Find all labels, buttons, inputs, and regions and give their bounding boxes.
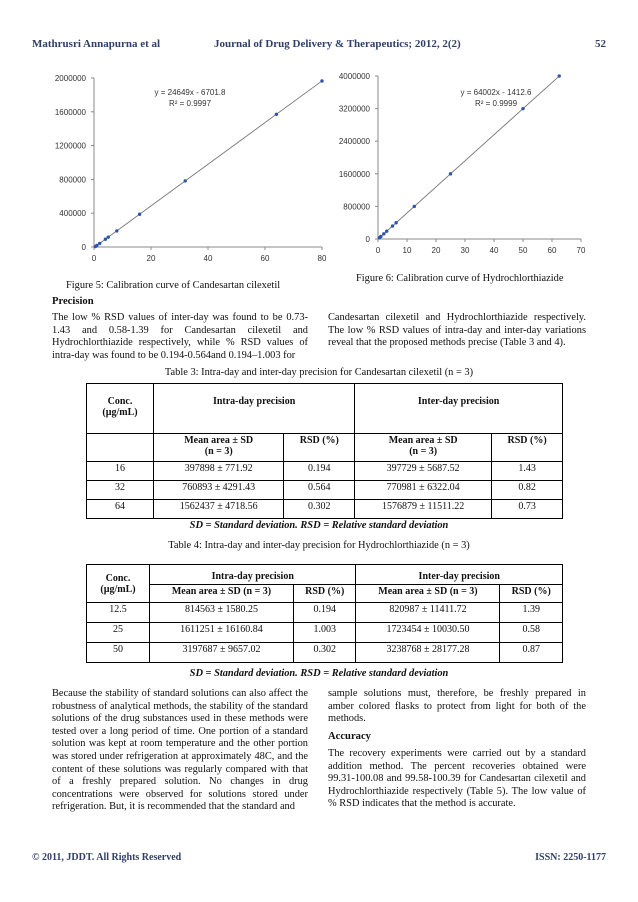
footer-issn: ISSN: 2250-1177 (535, 852, 606, 863)
data-point (385, 230, 388, 233)
data-point (521, 107, 524, 110)
table-cell: 64 (87, 500, 154, 519)
table4-subheader: Mean area ± SD (n = 3) (150, 585, 294, 603)
table3 (86, 383, 563, 519)
table-cell: 1.003 (293, 623, 356, 643)
table-cell: 0.82 (492, 481, 563, 500)
table4-subheader: RSD (%) (293, 585, 356, 603)
data-point (391, 224, 394, 227)
table-cell: 50 (87, 643, 150, 663)
accuracy-text: The recovery experiments were carried out by a standard addition method. The percent recoveries obtained were 99.31-100.08 and 99.58-100.39 for Candesartan cilexetil and Hydrochlorthiazide respectively (Table 5). The low value of % RSD indicates that the method is accurate. (328, 748, 586, 810)
x-tick-label: 20 (431, 246, 441, 255)
data-point (275, 113, 278, 116)
chart-hydrochlorthiazide-calibration (338, 66, 593, 271)
x-tick-label: 60 (547, 246, 557, 255)
data-point (98, 242, 101, 245)
x-tick-label: 40 (203, 254, 213, 263)
table-cell: 0.194 (293, 603, 356, 623)
x-tick-label: 0 (375, 246, 381, 255)
table-row (87, 643, 563, 663)
table-row (87, 462, 563, 481)
accuracy-heading: Accuracy (328, 731, 371, 742)
regression-equation: y = 24649x - 6701.8 (154, 88, 226, 97)
stability-text-left: Because the stability of standard solutions can also affect the robustness of analytical methods, the stability of the standard solutions of the drug substances used in these methods were tested over a long period of time. One portion of a standard solution was kept at room temperature and the other portion was stored under refrigeration at approximately 48C, and the content of these solutions was regularly compared with that of a freshly prepared solution. No changes in drug concentrations were observed for solutions stored under refrigeration. But, it is recommended that the standard and (52, 688, 308, 813)
r-squared-label: R² = 0.9997 (168, 99, 212, 108)
table-row (87, 623, 563, 643)
regression-equation: y = 64002x - 1412.6 (460, 88, 532, 97)
x-tick-label: 0 (91, 254, 97, 263)
table-cell: 0.87 (500, 643, 563, 663)
table3-subheader: Mean area ± SD (n = 3) (154, 434, 284, 462)
table3-inter-header: Inter-day precision (355, 384, 563, 434)
table-cell: 1562437 ± 4718.56 (154, 500, 284, 519)
x-tick-label: 10 (402, 246, 412, 255)
x-tick-label: 50 (518, 246, 528, 255)
y-tick-label: 1600000 (338, 169, 370, 179)
precision-text-left: The low % RSD values of inter-day was found to be 0.73-1.43 and 0.58-1.39 for Candesartan cilexetil and Hydrochlorthiazide respectively, while % RSD values of intra-day was found to be 0.194-0.564and 0.194–1.003 for (52, 312, 308, 361)
data-point (320, 79, 323, 82)
table-cell: 760893 ± 4291.43 (154, 481, 284, 500)
y-tick-label: 2000000 (54, 74, 86, 83)
stability-text-right: sample solutions must, therefore, be freshly prepared in amber colored flasks to protect from light for both of the methods. (328, 688, 586, 725)
table-cell: 1.39 (500, 603, 563, 623)
data-point (394, 221, 397, 224)
table-cell: 820987 ± 11411.72 (356, 603, 500, 623)
table3-subheader: RSD (%) (492, 434, 563, 462)
data-point (104, 238, 107, 241)
table-cell: 16 (87, 462, 154, 481)
data-point (413, 205, 416, 208)
table-cell: 32 (87, 481, 154, 500)
table-cell: 397898 ± 771.92 (154, 462, 284, 481)
r-squared-label: R² = 0.9999 (474, 99, 518, 108)
header-authors: Mathrusri Annapurna et al (32, 38, 161, 50)
table4-subheader: RSD (%) (500, 585, 563, 603)
table3-empty-cell (87, 434, 154, 462)
table4-subheader: Mean area ± SD (n = 3) (356, 585, 500, 603)
data-point (138, 213, 141, 216)
x-tick-label: 60 (260, 254, 270, 263)
footer-copyright: © 2011, JDDT. All Rights Reserved (32, 852, 182, 863)
y-tick-label: 800000 (59, 175, 86, 185)
header-journal: Journal of Drug Delivery & Therapeutics; 2012, 2(2) (214, 38, 461, 50)
data-point (382, 232, 385, 235)
table4-intra-header: Intra-day precision (150, 565, 356, 585)
precision-text-right: Candesartan cilexetil and Hydrochlorthiazide respectively. The low % RSD values of intra-day and inter-day variations reveal that the proposed methods precise (Table 3 and 4). (328, 312, 586, 349)
table3-intra-header: Intra-day precision (154, 384, 355, 434)
y-tick-label: 0 (365, 235, 370, 244)
table-cell: 0.564 (284, 481, 355, 500)
y-tick-label: 400000 (59, 209, 86, 219)
y-tick-label: 4000000 (338, 72, 370, 81)
figure5-caption: Figure 5: Calibration curve of Candesartan cilexetil (66, 280, 281, 291)
header-page-number: 52 (595, 38, 606, 50)
table-cell: 397729 ± 5687.52 (355, 462, 492, 481)
data-point (449, 172, 452, 175)
table-row (87, 500, 563, 519)
table-cell: 25 (87, 623, 150, 643)
table4 (86, 564, 563, 663)
precision-heading: Precision (52, 296, 94, 307)
table-cell: 1611251 ± 16160.84 (150, 623, 294, 643)
data-point (379, 235, 382, 238)
table3-caption: Table 3: Intra-day and inter-day precision for Candesartan cilexetil (n = 3) (164, 367, 474, 378)
x-tick-label: 20 (146, 254, 156, 263)
table3-subheader: Mean area ± SD (n = 3) (355, 434, 492, 462)
x-tick-label: 40 (489, 246, 499, 255)
table3-conc-header: Conc. (µg/mL) (87, 384, 154, 434)
chart-candesartan-calibration (42, 66, 342, 271)
data-point (558, 74, 561, 77)
data-point (107, 235, 110, 238)
x-tick-label: 80 (317, 254, 327, 263)
table-cell: 770981 ± 6322.04 (355, 481, 492, 500)
table-cell: 3197687 ± 9657.02 (150, 643, 294, 663)
table-cell: 0.58 (500, 623, 563, 643)
table-cell: 1576879 ± 11511.22 (355, 500, 492, 519)
table4-inter-header: Inter-day precision (356, 565, 563, 585)
table-cell: 12.5 (87, 603, 150, 623)
table-row (87, 603, 563, 623)
y-tick-label: 1200000 (54, 141, 86, 151)
y-tick-label: 800000 (343, 202, 370, 212)
x-tick-label: 30 (460, 246, 470, 255)
table4-footnote: SD = Standard deviation. RSD = Relative standard deviation (189, 668, 449, 679)
y-tick-label: 2400000 (338, 137, 370, 147)
table3-footnote: SD = Standard deviation. RSD = Relative standard deviation (189, 520, 449, 531)
table-cell: 0.73 (492, 500, 563, 519)
data-point (184, 179, 187, 182)
table-cell: 0.302 (293, 643, 356, 663)
table4-conc-header: Conc. (µg/mL) (87, 565, 150, 603)
x-tick-label: 70 (576, 246, 586, 255)
table3-subheader: RSD (%) (284, 434, 355, 462)
y-tick-label: 0 (81, 243, 86, 252)
data-point (115, 229, 118, 232)
table-cell: 1723454 ± 10030.50 (356, 623, 500, 643)
table4-caption: Table 4: Intra-day and inter-day precision for Hydrochlorthiazide (n = 3) (168, 540, 470, 551)
figure6-caption: Figure 6: Calibration curve of Hydrochlorthiazide (356, 273, 564, 284)
table-cell: 1.43 (492, 462, 563, 481)
y-tick-label: 1600000 (54, 107, 86, 117)
table-cell: 3238768 ± 28177.28 (356, 643, 500, 663)
table-cell: 0.302 (284, 500, 355, 519)
trendline (379, 76, 559, 238)
y-tick-label: 3200000 (338, 104, 370, 114)
table-cell: 0.194 (284, 462, 355, 481)
table-row (87, 481, 563, 500)
table-cell: 814563 ± 1580.25 (150, 603, 294, 623)
data-point (95, 244, 98, 247)
